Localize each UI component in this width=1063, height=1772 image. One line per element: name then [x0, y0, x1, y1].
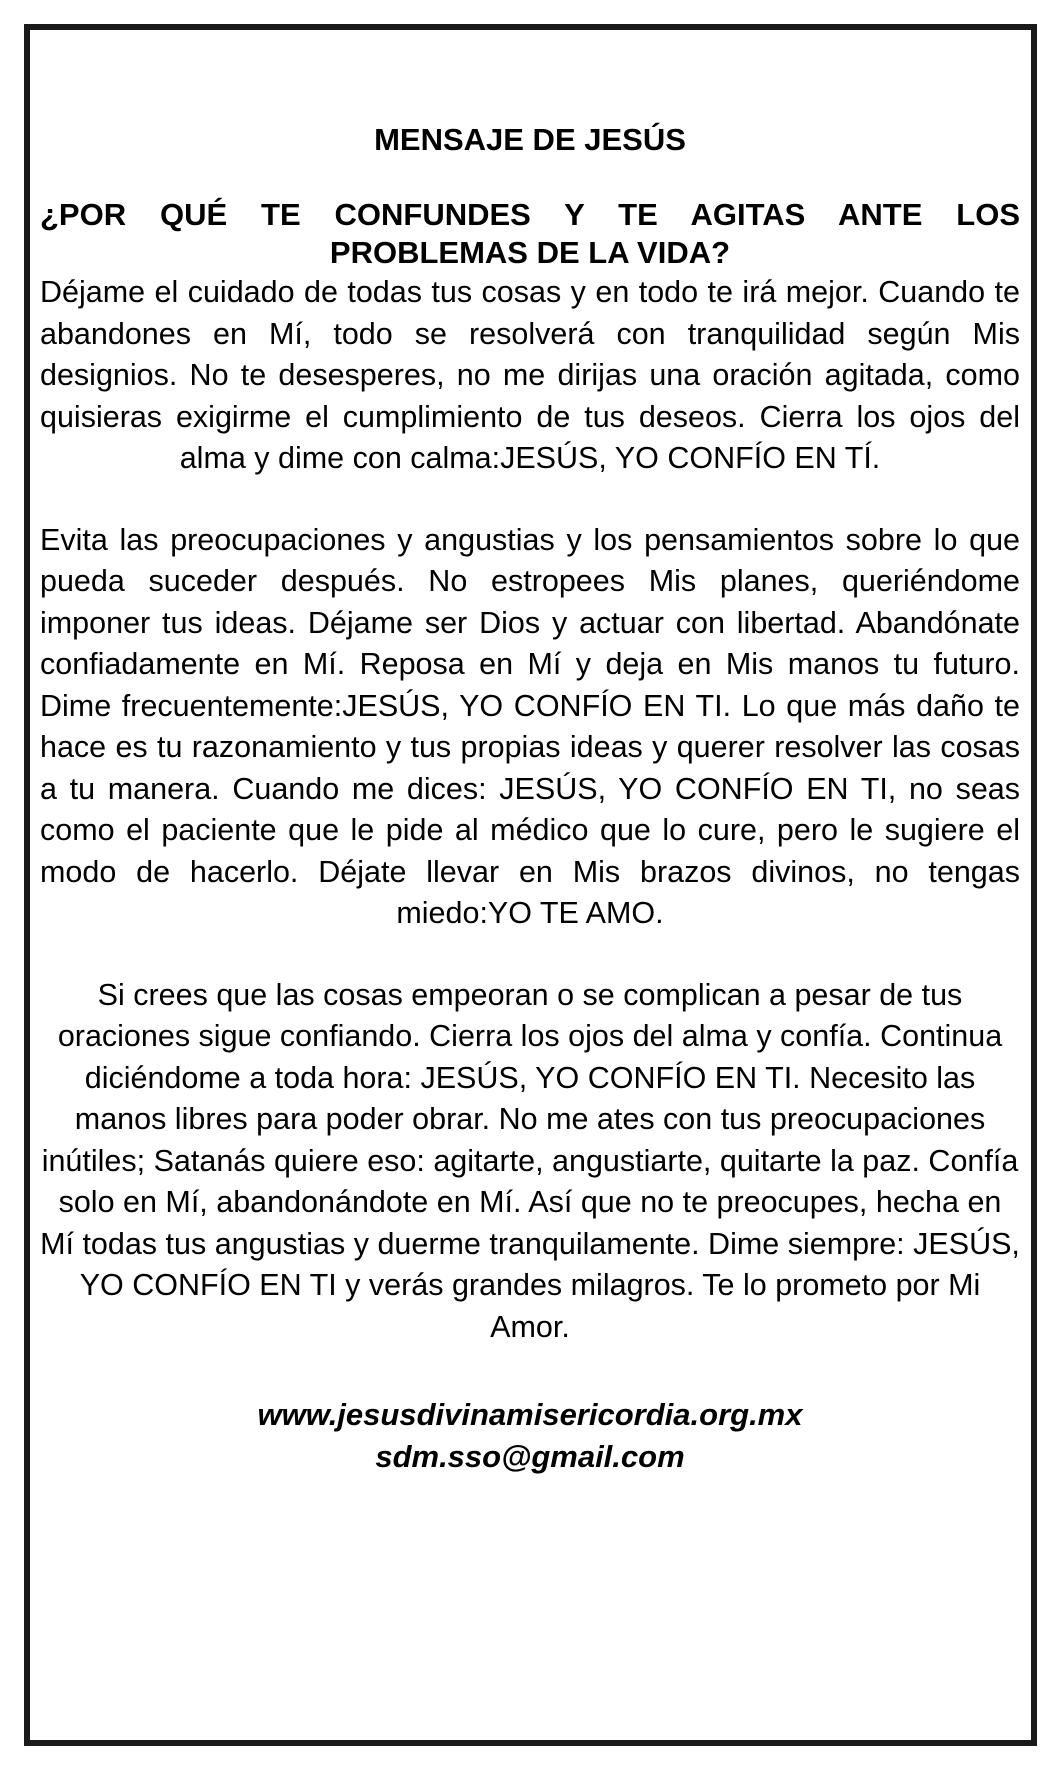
document-content	[40, 120, 1020, 1478]
contact-footer	[40, 1394, 1020, 1478]
document-title: MENSAJE DE JESÚS	[374, 122, 686, 157]
paragraph-3: Si crees que las cosas empeoran o se complican a pesar de tus oraciones sigue confiando. Cierra los ojos del alma y confía. Continua diciéndome a toda hora: JESÚS, YO CONFÍO EN TI. Necesito las manos libres para poder obrar. No me ates con tus preocupaciones inútiles; Satanás quiere eso: agitarte, angustiarte, quitarte la paz. Confía solo en Mí, abandonándote en Mí. Así que no te preocupes, hecha en Mí todas tus angustias y duerme tranquilamente. Dime siempre: JESÚS, YO CONFÍO EN TI y verás grandes milagros. Te lo prometo por Mi Amor.	[40, 977, 1020, 1344]
website-link[interactable]: www.jesusdivinamisericordia.org.mx	[257, 1397, 803, 1432]
email-link[interactable]: sdm.sso@gmail.com	[375, 1439, 685, 1474]
document-question: ¿POR QUÉ TE CONFUNDES Y TE AGITAS ANTE LOS PROBLEMAS DE LA VIDA?	[40, 197, 1020, 270]
paragraph-2: Evita las preocupaciones y angustias y los pensamientos sobre lo que pueda suceder después. No estropees Mis planes, queriéndome imponer tus ideas. Déjame ser Dios y actuar con libertad. Abandónate confiadamente en Mí. Reposa en Mí y deja en Mis manos tu futuro. Dime frecuentemente:JESÚS, YO CONFÍO EN TI. Lo que más daño te hace es tu razonamiento y tus propias ideas y querer resolver las cosas a tu manera. Cuando me dices: JESÚS, YO CONFÍO EN TI, no seas como el paciente que le pide al médico que lo cure, pero le sugiere el modo de hacerlo. Déjate llevar en Mis brazos divinos, no tengas miedo:YO TE AMO.	[40, 522, 1020, 930]
paragraph-1: Déjame el cuidado de todas tus cosas y en todo te irá mejor. Cuando te abandones en Mí, todo se resolverá con tranquilidad según Mis designios. No te desesperes, no me dirijas una oración agitada, como quisieras exigirme el cumplimiento de tus deseos. Cierra los ojos del alma y dime con calma:JESÚS, YO CONFÍO EN TÍ.	[40, 275, 1020, 475]
